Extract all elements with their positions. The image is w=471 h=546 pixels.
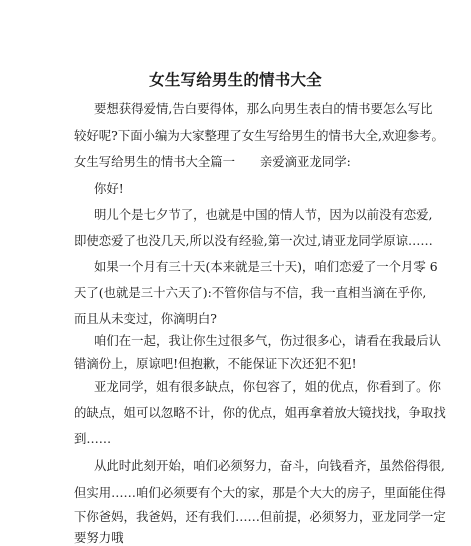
paragraph-line: 即使恋爱了也没几天,所以没有经验,第一次过,请亚龙同学原谅…… <box>74 233 433 248</box>
paragraph-line: 从此时此刻开始，咱们必须努力，奋斗，向钱看齐，虽然俗得很, <box>94 458 445 473</box>
paragraph-line: 错滴份上，原谅吧!但抱歉，不能保证下次还犯不犯! <box>74 356 357 371</box>
paragraph-line: 到…… <box>74 431 112 446</box>
paragraph-line: 明儿个是七夕节了，也就是中国的情人节，因为以前没有恋爱, <box>94 207 433 222</box>
paragraph-line: 下你爸妈，我爸妈，还有我们……但前提，必须努力，亚龙同学一定 <box>74 509 446 524</box>
paragraph-line: 而且从未变过，你滴明白? <box>74 311 217 326</box>
paragraph-line: 天了(也就是三十六天了):不管你信与不信，我一直相当滴在乎你, <box>74 285 427 300</box>
paragraph-line: 如果一个月有三十天(本来就是三十天)，咱们恋爱了一个月零 6 <box>94 259 438 274</box>
greeting-line: 你好! <box>94 181 124 196</box>
paragraph-line: 的缺点，姐可以忽略不计，你的优点，姐再拿着放大镜找找，争取找 <box>74 405 446 420</box>
section-heading-line: 女生写给男生的情书大全篇一 亲爱滴亚龙同学: <box>74 154 351 169</box>
paragraph-line: 要想获得爱情,告白要得体，那么向男生表白的情书要怎么写比 <box>94 101 433 116</box>
document-title: 女生写给男生的情书大全 <box>149 70 322 89</box>
paragraph-line: 咱们在一起，我让你生过很多气，伤过很多心，请看在我最后认 <box>94 333 441 348</box>
paragraph-line: 较好呢?下面小编为大家整理了女生写给男生的情书大全,欢迎参考。 <box>74 128 444 143</box>
paragraph-line: 但实用……咱们必须要有个大的家，那是个大大的房子，里面能住得 <box>74 485 446 500</box>
paragraph-line: 要努力哦 <box>74 530 124 545</box>
paragraph-line: 亚龙同学，姐有很多缺点，你包容了，姐的优点，你看到了。你 <box>94 379 441 394</box>
